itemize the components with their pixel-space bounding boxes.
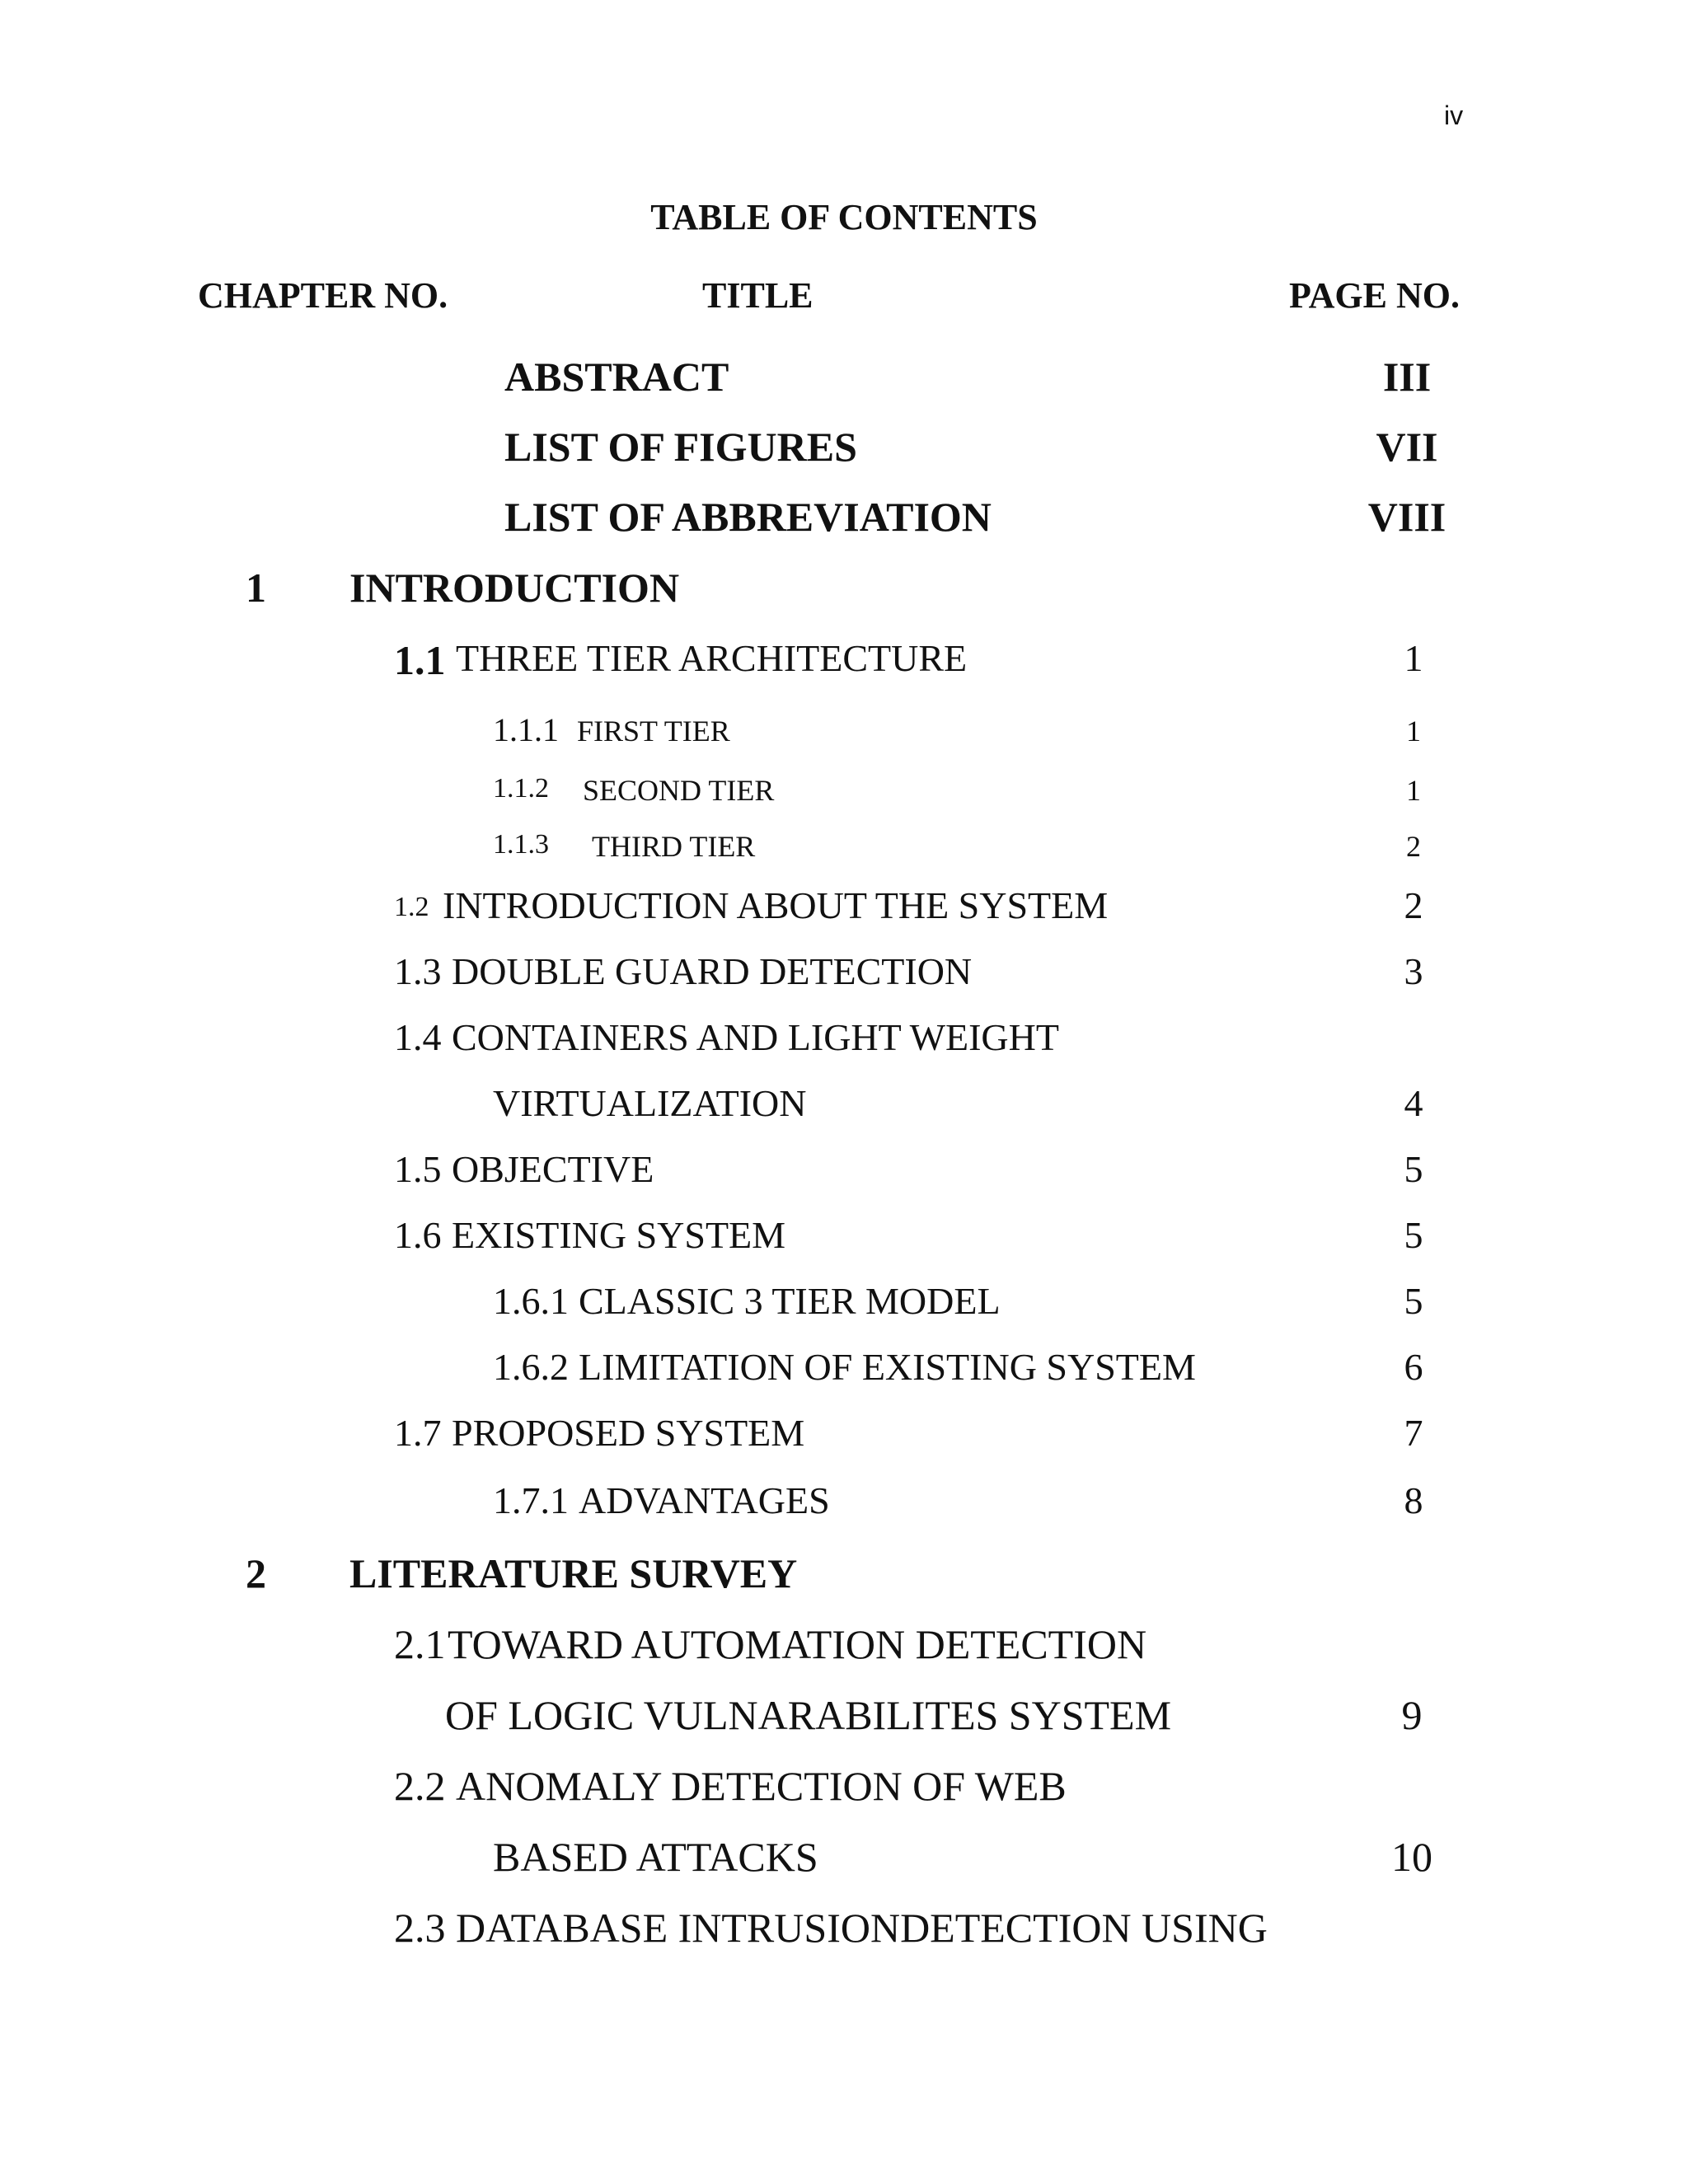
entry-title: LIST OF FIGURES: [504, 424, 857, 470]
section-page: 1: [1406, 774, 1421, 807]
section-page: 6: [1404, 1346, 1423, 1388]
section-title: THIRD TIER: [592, 830, 756, 863]
section-title: LIMITATION OF EXISTING SYSTEM: [579, 1346, 1196, 1388]
entry-title: LIST OF ABBREVIATION: [504, 494, 992, 540]
entry-page: VII: [1376, 424, 1438, 470]
section-title: DOUBLE GUARD DETECTION: [452, 950, 973, 992]
entry-title: ABSTRACT: [504, 354, 729, 400]
section-number: 1.6.2: [493, 1346, 569, 1388]
section-page: 3: [1404, 950, 1423, 992]
section-title: CLASSIC 3 TIER MODEL: [579, 1280, 1001, 1322]
section-number: 2.2: [394, 1763, 446, 1809]
section-title: FIRST TIER: [577, 715, 730, 748]
chapter-title: INTRODUCTION: [349, 565, 680, 611]
section-number: 1.1.1: [493, 711, 559, 748]
entry-page: III: [1382, 354, 1432, 400]
section-number: 1.7: [394, 1412, 442, 1454]
section-title: ADVANTAGES: [579, 1479, 830, 1521]
section-number: 1.2: [394, 892, 429, 922]
page-number: iv: [1444, 101, 1464, 130]
section-number: 1.1: [394, 637, 446, 683]
section-page: 1: [1406, 715, 1421, 748]
section-title: THREE TIER ARCHITECTURE: [456, 637, 968, 679]
section-page: 4: [1404, 1082, 1423, 1124]
chapter-number: 1: [246, 565, 266, 611]
section-page: 2: [1404, 884, 1423, 926]
section-title: SECOND TIER: [583, 774, 775, 807]
section-page: 1: [1404, 637, 1423, 679]
document-title: TABLE OF CONTENTS: [650, 197, 1038, 237]
section-number: 1.7.1: [493, 1479, 569, 1521]
section-page: 9: [1401, 1692, 1423, 1738]
section-page: 7: [1404, 1412, 1423, 1454]
section-page: 2: [1406, 830, 1421, 863]
section-page: 10: [1391, 1834, 1432, 1880]
section-title: EXISTING SYSTEM: [452, 1214, 786, 1256]
entry-page: VIII: [1367, 494, 1447, 540]
section-number: 1.6.1: [493, 1280, 569, 1322]
section-number: 1.1.3: [493, 829, 549, 860]
section-title: INTRODUCTION ABOUT THE SYSTEM: [443, 884, 1109, 926]
chapter-number: 2: [246, 1550, 266, 1596]
section-number: 1.5: [394, 1148, 442, 1190]
section-number: 1.6: [394, 1214, 442, 1256]
section-title: TOWARD AUTOMATION DETECTION: [448, 1621, 1147, 1667]
section-number: 2.1: [394, 1621, 446, 1667]
section-title-continued: BASED ATTACKS: [493, 1834, 818, 1880]
section-title: ANOMALY DETECTION OF WEB: [456, 1763, 1067, 1809]
section-title: DATABASE INTRUSIONDETECTION USING: [456, 1905, 1268, 1951]
section-number: 1.4: [394, 1016, 442, 1058]
chapter-title: LITERATURE SURVEY: [349, 1550, 798, 1596]
section-title: PROPOSED SYSTEM: [452, 1412, 805, 1454]
column-header-page: PAGE NO.: [1289, 275, 1460, 316]
section-page: 5: [1404, 1148, 1423, 1190]
section-number: 1.3: [394, 950, 442, 992]
section-title: CONTAINERS AND LIGHT WEIGHT: [452, 1016, 1059, 1058]
section-page: 5: [1404, 1280, 1423, 1322]
section-number: 1.1.2: [493, 773, 549, 804]
column-header-chapter: CHAPTER NO.: [198, 275, 448, 316]
section-title-continued: OF LOGIC VULNARABILITES SYSTEM: [445, 1692, 1172, 1738]
section-number: 2.3: [394, 1905, 446, 1951]
section-title-continued: VIRTUALIZATION: [493, 1082, 807, 1124]
section-title: OBJECTIVE: [452, 1148, 654, 1190]
section-page: 8: [1404, 1479, 1423, 1521]
section-page: 5: [1404, 1214, 1423, 1256]
column-header-title: TITLE: [702, 275, 814, 316]
